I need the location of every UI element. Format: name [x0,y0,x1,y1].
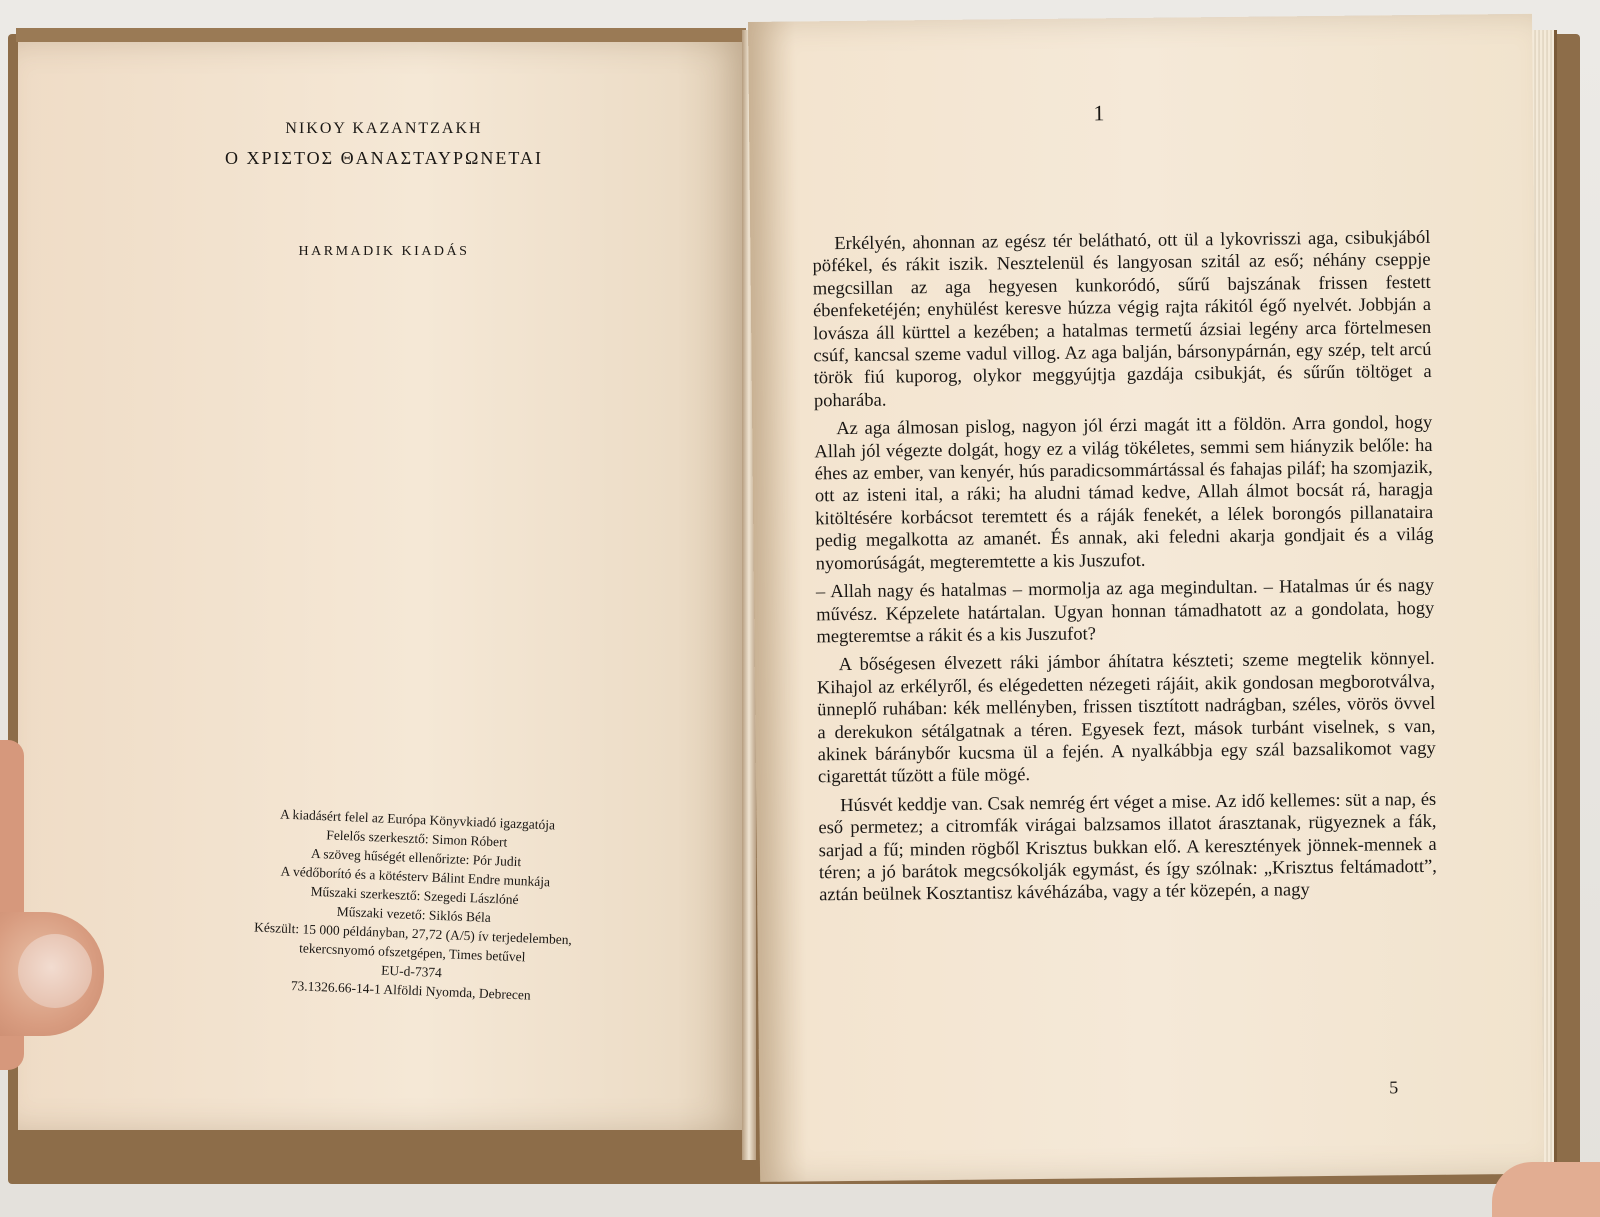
page-number: 5 [1389,1077,1399,1098]
edition-label: HARMADIK KIADÁS [298,244,470,259]
hand-finger [1492,1162,1600,1217]
colophon-line: A védőborító és a kötésterv Bálint Endre munkája [280,863,551,890]
colophon-line: 73.1326.66-14-1 Alföldi Nyomda, Debrecen [290,978,531,1003]
left-page [18,42,750,1130]
cover-edge [16,28,746,42]
paragraph: Erkélyén, ahonnan az egész tér belátható, ott ül a lykovrisszi aga, csibukjából pöfékel, és rákit iszik. Nesztelenül és langyosan szitál az eső; néhány cseppje megcsillan az aga hegyesen kunkoródó, sűrű bajszának frissen festett ébenfeketéjén; enyhülést keresve húzza végig rajta rákitól égő nyelvét. Jobbján a lovásza áll kürttel a kezében; a hatalmas termetű ázsiai legény arca förtelmesen csúf, kancsal szeme vadul villog. Az aga balján, bársonypárnán, egy szép, telt arcú török fiú kuporog, olykor meggyújtja gazdája csibukját, és sűrűn töltöget a poharába. [812,227,1432,412]
paragraph: Húsvét keddje van. Csak nemrég ért véget a mise. Az idő kellemes: süt a nap, és eső permetez; a citromfák virágai balzsamos illatot árasztanak, rügyeznek a fák, sarjad a fű; minden rögből Krisztus bukkan elő. A keresztények jönnek-mennek a téren; a jó barátok megcsókolják egymást, és így szólnak: „Krisztus feltámadott”, aztán beülnek Kosztantisz kávéházába, vagy a tér közepén, a nagy [818,789,1437,906]
colophon [211,802,618,1008]
author-name: NIKOY KAZANTZAKH [285,120,483,137]
paragraph: Az aga álmosan pislog, nagyon jól érzi magát itt a földön. Arra gondol, hogy Allah jól végezte dolgát, hogy ez a világ tökéletes, semmi sem hiányzik belőle: ha éhes az ember, van kenyér, hús paradicsommártással és fahajas piláf; ha szomjazik, ott az isteni ital, a ráki; ha aludni támad kedve, Allah álmot bocsát rá, haragja kitöltésére korbácsot teremtett és a ráják fenekét, a lélek borongós pillanataira pedig megalkotta az amanét. És annak, aki feledni akarja gondjait és a világ nyomorúságát, megteremtette a kis Juszufot. [814,413,1434,575]
chapter-number: 1 [1093,100,1105,126]
colophon-line: Műszaki szerkesztő: Szegedi Lászlóné [310,883,519,908]
thumbnail [18,934,92,1008]
colophon-line: Felelős szerkesztő: Simon Róbert [326,827,508,850]
chapter-text [812,227,1437,913]
paragraph: A bőségesen élvezett ráki jámbor áhítatra készteti; szeme megtelik könnyel. Kihajol az erkélyről, és elégedetten nézegeti rájáit, akik gondosan megborotválva, ünneplő ruhában: kék mellényben, frissen tisztított nadrágban, széles, vörös övvel a derekukon sétálgatnak a téren. Egyesek fezt, mások turbánt viselnek, s van, akinek báránybőr kucsma ül a fején. A nyalkábbja egy szál bazsalikomot vagy cigarettát tűzött a füle mögé. [816,649,1436,788]
colophon-line: A szöveg hűségét ellenőrizte: Pór Judit [310,845,522,870]
colophon-line: tekercsnyomó ofszetgépen, Times betűvel [298,940,526,965]
colophon-line: EU-d-7374 [380,962,443,981]
colophon-line: Műszaki vezető: Siklós Béla [336,903,492,926]
colophon-line: Készült: 15 000 példányban, 27,72 (A/5) ív terjedelemben, [253,919,573,948]
colophon-line: A kiadásért felel az Európa Könyvkiadó igazgatója [279,806,556,833]
right-page [748,14,1544,1182]
paragraph: – Allah nagy és hatalmas – mormolja az aga megindultan. – Hatalmas úr és nagy művész. Képzelete határtalan. Ugyan honnan támadhatott az a gondolata, hogy megteremtse a rákit és a kis Juszufot? [815,575,1435,648]
book-title: O XPIΣTOΣ ΘANAΣTAYPΩNETAI [225,148,543,168]
